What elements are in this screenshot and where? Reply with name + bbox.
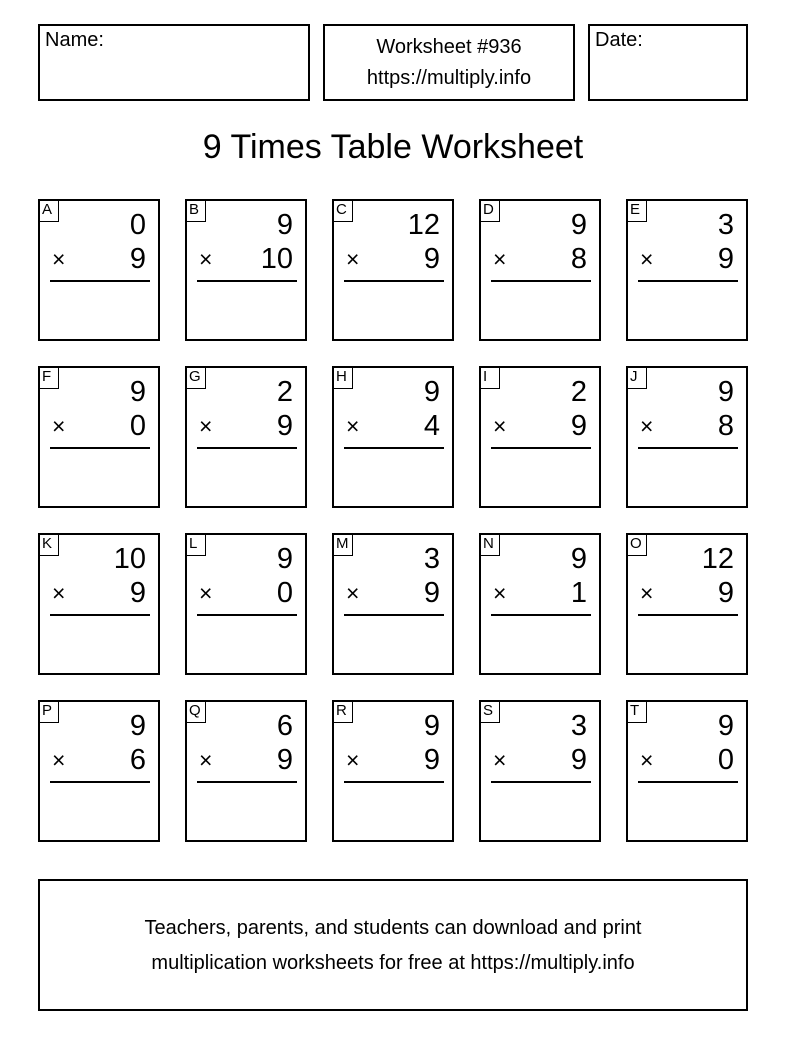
problem-card: [479, 199, 601, 341]
problem-card: [479, 533, 601, 675]
answer-line: [50, 447, 150, 449]
problem-card: [185, 533, 307, 675]
problem-letter: L: [185, 533, 206, 556]
answer-line: [197, 280, 297, 282]
date-field-box: [588, 24, 748, 101]
problem-bottom-number: 9: [717, 243, 734, 275]
problem-top-number: 9: [423, 376, 440, 408]
answer-line: [197, 447, 297, 449]
problem-card: [185, 199, 307, 341]
problem-top-number: 3: [717, 209, 734, 241]
answer-line: [50, 280, 150, 282]
problem-letter: B: [185, 199, 206, 222]
answer-line: [491, 447, 591, 449]
answer-line: [491, 781, 591, 783]
times-sign: ×: [493, 580, 507, 606]
problem-letter: F: [38, 366, 59, 389]
problem-top-number: 9: [717, 376, 734, 408]
footer-text-line-1: Teachers, parents, and students can download and print: [144, 917, 642, 939]
times-sign: ×: [199, 580, 213, 606]
problem-top-number: 6: [276, 710, 293, 742]
problem-bottom-number: 9: [276, 744, 293, 776]
answer-line: [197, 781, 297, 783]
problem-top-number: 12: [701, 543, 734, 575]
problem-card: [626, 700, 748, 842]
times-sign: ×: [52, 413, 66, 439]
problem-card: [185, 366, 307, 508]
problem-bottom-number: 9: [423, 577, 440, 609]
problem-card: [626, 199, 748, 341]
problem-card: [332, 700, 454, 842]
times-sign: ×: [346, 580, 360, 606]
problem-bottom-number: 8: [717, 410, 734, 442]
problem-top-number: 9: [276, 543, 293, 575]
answer-line: [344, 280, 444, 282]
problem-letter: D: [479, 199, 500, 222]
problem-bottom-number: 9: [717, 577, 734, 609]
problem-top-number: 3: [570, 710, 587, 742]
problem-letter: M: [332, 533, 353, 556]
problem-bottom-number: 9: [423, 744, 440, 776]
problem-card: [38, 366, 160, 508]
name-label: Name:: [45, 29, 104, 51]
times-sign: ×: [493, 246, 507, 272]
times-sign: ×: [640, 580, 654, 606]
problem-letter: S: [479, 700, 500, 723]
problem-card: [332, 533, 454, 675]
problem-bottom-number: 9: [129, 577, 146, 609]
problem-card: [626, 533, 748, 675]
problem-card: [38, 533, 160, 675]
problem-bottom-number: 9: [570, 410, 587, 442]
times-sign: ×: [199, 413, 213, 439]
times-sign: ×: [199, 246, 213, 272]
times-sign: ×: [493, 413, 507, 439]
problem-top-number: 9: [717, 710, 734, 742]
times-sign: ×: [346, 747, 360, 773]
problem-card: [479, 700, 601, 842]
answer-line: [638, 280, 738, 282]
footer-text-line-2: multiplication worksheets for free at https://multiply.info: [151, 952, 635, 974]
problem-bottom-number: 10: [260, 243, 293, 275]
problem-letter: J: [626, 366, 647, 389]
problem-top-number: 9: [570, 543, 587, 575]
answer-line: [344, 781, 444, 783]
problem-letter: P: [38, 700, 59, 723]
problem-card: [332, 366, 454, 508]
times-sign: ×: [640, 246, 654, 272]
answer-line: [491, 614, 591, 616]
answer-line: [638, 781, 738, 783]
problem-letter: H: [332, 366, 353, 389]
problem-top-number: 9: [276, 209, 293, 241]
footer-box: [38, 879, 748, 1011]
problem-bottom-number: 1: [570, 577, 587, 609]
answer-line: [638, 614, 738, 616]
problem-letter: O: [626, 533, 647, 556]
problem-bottom-number: 8: [570, 243, 587, 275]
times-sign: ×: [346, 413, 360, 439]
problem-letter: I: [479, 366, 500, 389]
times-sign: ×: [52, 580, 66, 606]
problem-letter: T: [626, 700, 647, 723]
problem-letter: Q: [185, 700, 206, 723]
answer-line: [344, 614, 444, 616]
problem-card: [185, 700, 307, 842]
problem-top-number: 9: [129, 710, 146, 742]
problem-letter: A: [38, 199, 59, 222]
problem-top-number: 9: [423, 710, 440, 742]
page-title: 9 Times Table Worksheet: [202, 128, 584, 166]
problem-letter: N: [479, 533, 500, 556]
problem-letter: C: [332, 199, 353, 222]
times-sign: ×: [199, 747, 213, 773]
worksheet-url: https://multiply.info: [366, 67, 532, 89]
answer-line: [50, 614, 150, 616]
answer-line: [491, 280, 591, 282]
problem-card: [38, 199, 160, 341]
times-sign: ×: [493, 747, 507, 773]
problem-top-number: 12: [407, 209, 440, 241]
problem-bottom-number: 0: [717, 744, 734, 776]
problem-bottom-number: 9: [129, 243, 146, 275]
problem-letter: R: [332, 700, 353, 723]
problem-top-number: 10: [113, 543, 146, 575]
problem-top-number: 0: [129, 209, 146, 241]
problem-top-number: 2: [276, 376, 293, 408]
date-label: Date:: [595, 29, 643, 51]
problem-card: [479, 366, 601, 508]
worksheet-number: Worksheet #936: [376, 36, 522, 58]
problem-top-number: 9: [570, 209, 587, 241]
problem-bottom-number: 9: [570, 744, 587, 776]
problem-bottom-number: 6: [129, 744, 146, 776]
answer-line: [50, 781, 150, 783]
times-sign: ×: [640, 747, 654, 773]
problem-bottom-number: 0: [276, 577, 293, 609]
answer-line: [638, 447, 738, 449]
problem-card: [38, 700, 160, 842]
times-sign: ×: [52, 747, 66, 773]
problem-letter: G: [185, 366, 206, 389]
problem-letter: K: [38, 533, 59, 556]
name-field-box: [38, 24, 310, 101]
problem-card: [626, 366, 748, 508]
problem-bottom-number: 0: [129, 410, 146, 442]
problem-bottom-number: 4: [423, 410, 440, 442]
problem-top-number: 2: [570, 376, 587, 408]
answer-line: [197, 614, 297, 616]
times-sign: ×: [640, 413, 654, 439]
problem-top-number: 9: [129, 376, 146, 408]
worksheet-info-box: [323, 24, 575, 101]
answer-line: [344, 447, 444, 449]
problem-bottom-number: 9: [276, 410, 293, 442]
problem-bottom-number: 9: [423, 243, 440, 275]
times-sign: ×: [346, 246, 360, 272]
problem-top-number: 3: [423, 543, 440, 575]
problem-letter: E: [626, 199, 647, 222]
times-sign: ×: [52, 246, 66, 272]
problem-card: [332, 199, 454, 341]
